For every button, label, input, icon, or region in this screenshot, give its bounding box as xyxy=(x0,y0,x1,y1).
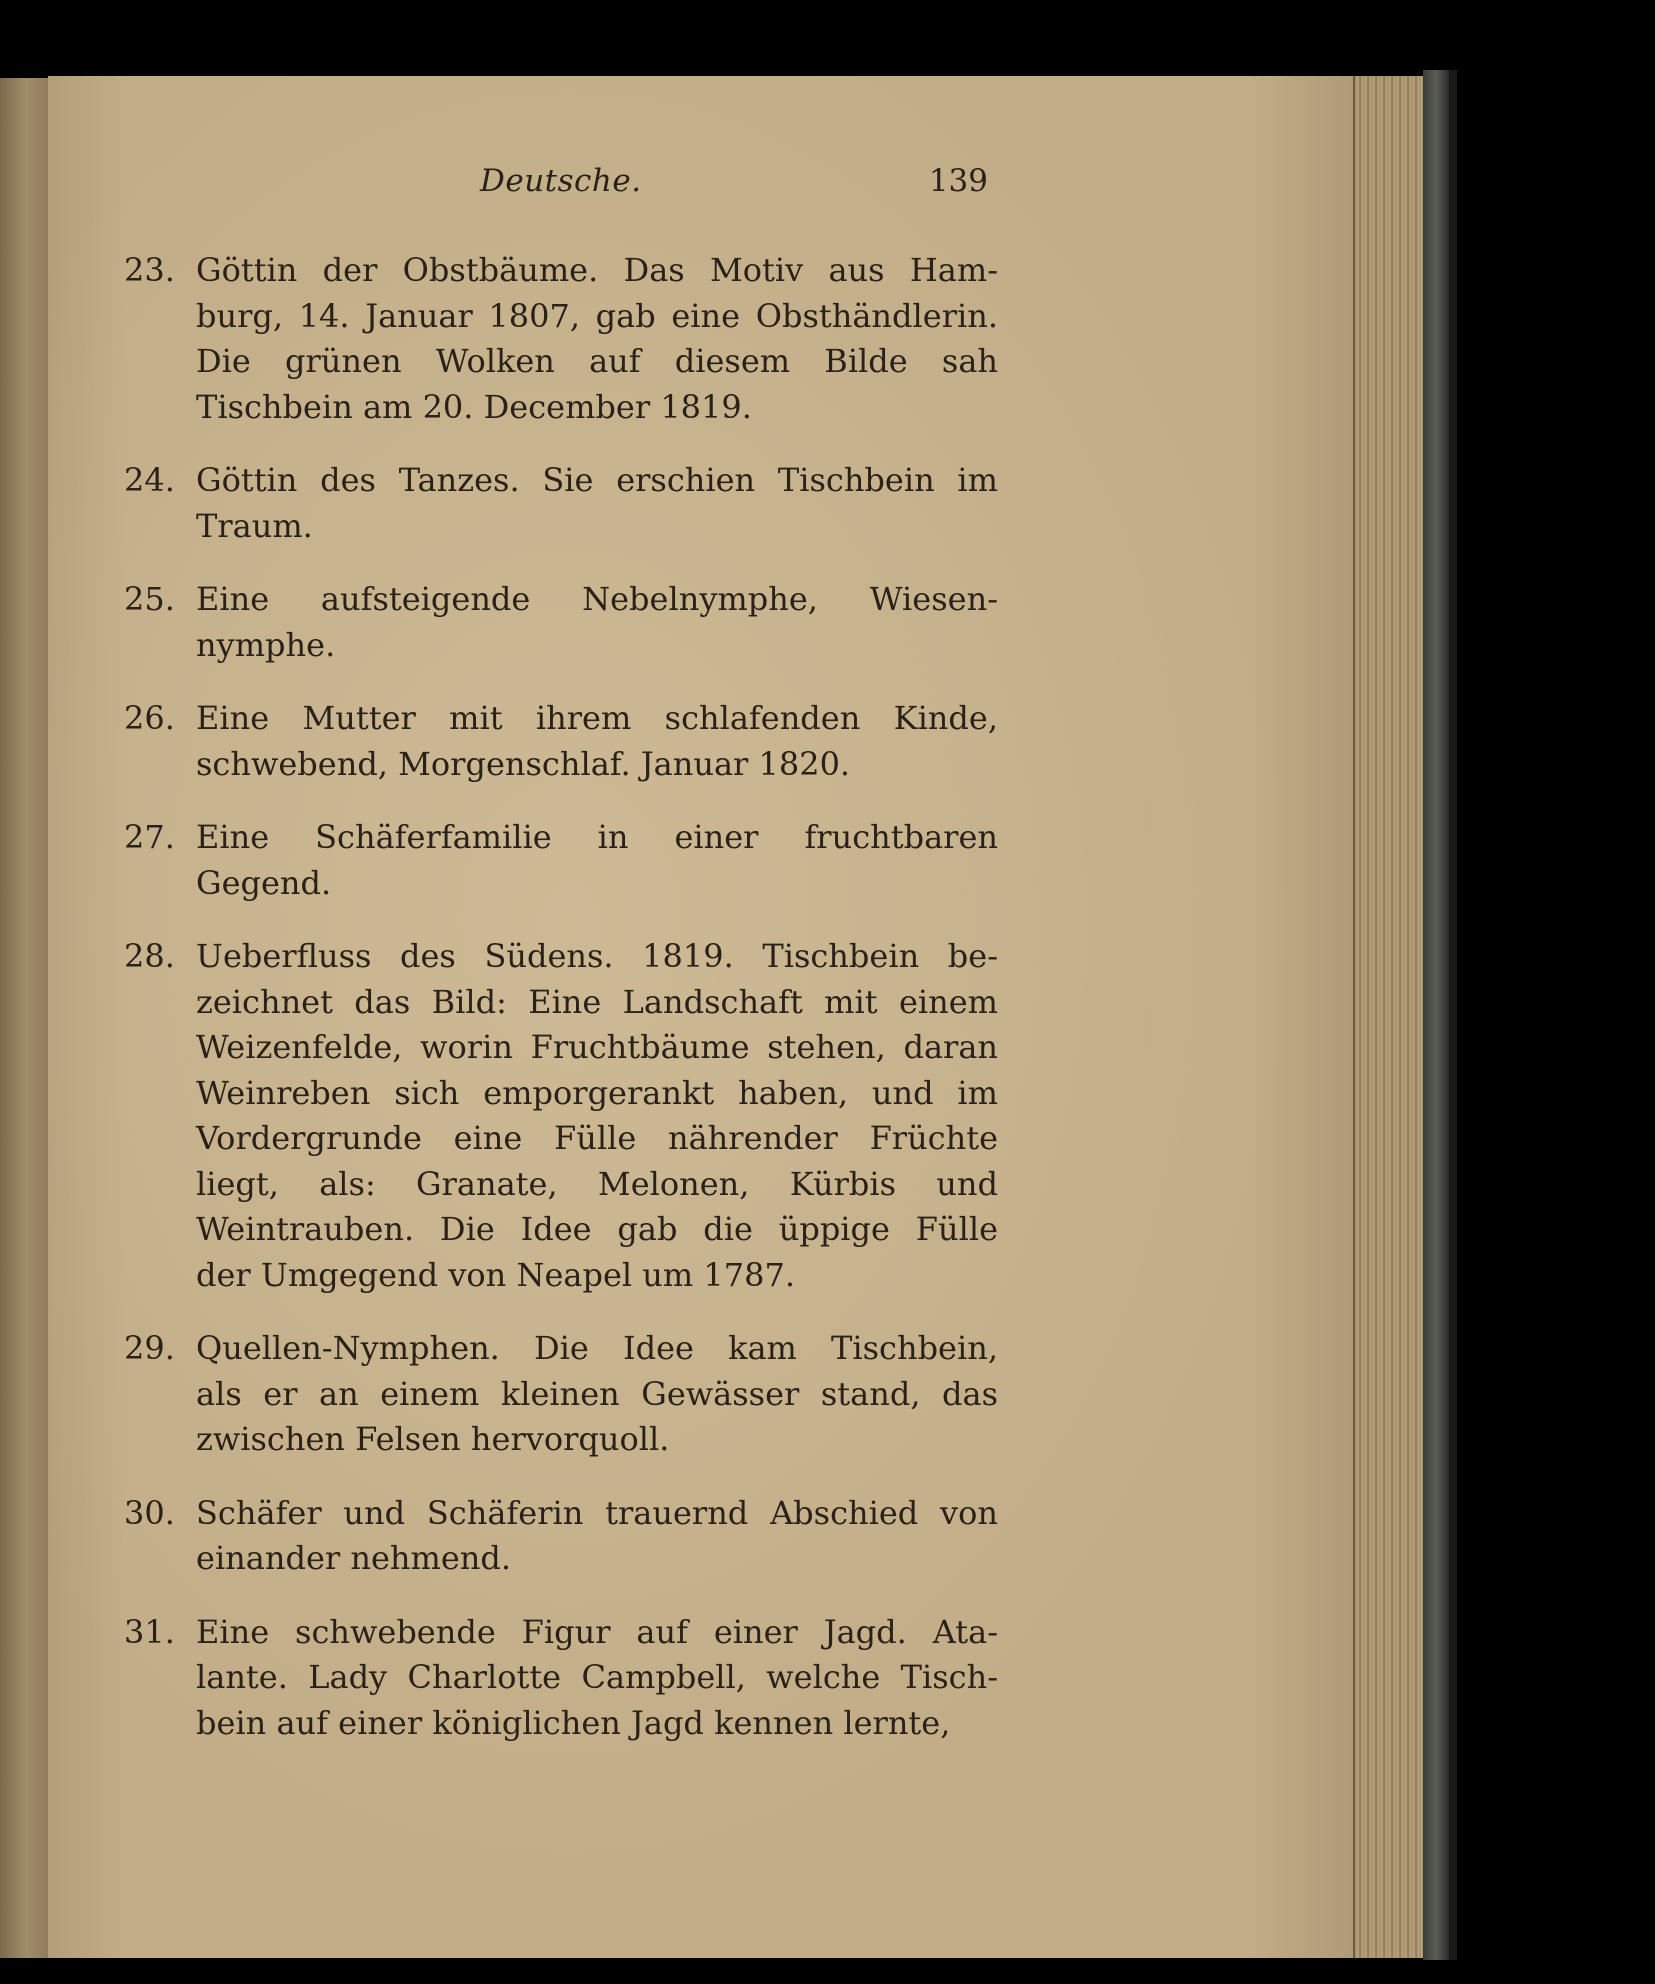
facing-page-edge xyxy=(0,78,50,1958)
entry-text-line: lante. Lady Charlotte Campbell, welche Tisch- xyxy=(196,1658,998,1696)
catalogue-entry xyxy=(110,577,998,668)
entry-text-line: Traum. xyxy=(196,506,313,545)
entry-text-line: Weintrauben. Die Idee gab die üppige Fülle xyxy=(196,1210,998,1248)
entry-text-line: bein auf einer königlichen Jagd kennen lernte, xyxy=(196,1703,951,1742)
entry-text-line: Eine schwebende Figur auf einer Jagd. Ata- xyxy=(196,1612,998,1651)
entry-text-line: burg, 14. Januar 1807, gab eine Obsthändlerin. xyxy=(196,296,998,335)
entry-text-line: der Umgegend von Neapel um 1787. xyxy=(196,1255,796,1294)
running-title: Deutsche. xyxy=(480,163,642,199)
page-header xyxy=(480,163,990,203)
entry-number: 30. xyxy=(124,1493,175,1532)
entry-number: 28. xyxy=(124,937,175,975)
entry-number: 31. xyxy=(124,1612,175,1651)
entry-text-line: zwischen Felsen hervorquoll. xyxy=(196,1420,670,1458)
entry-text-line: Göttin der Obstbäume. Das Motiv aus Ham- xyxy=(196,251,998,289)
entry-text-line: Eine Mutter mit ihrem schlafenden Kinde, xyxy=(196,699,998,737)
entry-text-line: Vordergrunde eine Fülle nährender Früchte xyxy=(196,1119,998,1157)
catalogue-entry xyxy=(110,1326,998,1463)
entry-text-line: nymphe. xyxy=(196,625,336,664)
entry-text-line: Göttin des Tanzes. Sie erschien Tischbein im xyxy=(196,461,998,499)
entry-text-line: Weizenfelde, worin Fruchtbäume stehen, daran xyxy=(196,1028,998,1066)
entry-text-line: Quellen-Nymphen. Die Idee kam Tischbein, xyxy=(196,1329,998,1367)
entry-text-line: Die grünen Wolken auf diesem Bilde sah xyxy=(196,342,998,380)
entry-text-line: schwebend, Morgenschlaf. Januar 1820. xyxy=(196,744,851,783)
entry-text-line: Eine aufsteigende Nebelnymphe, Wiesen- xyxy=(196,580,998,618)
entry-text-line: einander nehmend. xyxy=(196,1539,512,1577)
catalogue-entry xyxy=(110,1491,998,1582)
entry-number: 25. xyxy=(124,580,175,618)
entry-text-line: als er an einem kleinen Gewässer stand, das xyxy=(196,1374,998,1413)
catalogue-entry xyxy=(110,815,998,906)
entry-text-line: Gegend. xyxy=(196,863,332,902)
entry-number: 23. xyxy=(124,251,175,289)
entry-text-line: zeichnet das Bild: Eine Landschaft mit einem xyxy=(196,982,998,1021)
catalogue-entries xyxy=(110,248,998,1774)
page-number: 139 xyxy=(928,163,988,199)
entry-text-line: liegt, als: Granate, Melonen, Kürbis und xyxy=(196,1164,998,1203)
entry-text-line: Schäfer und Schäferin trauernd Abschied von xyxy=(196,1493,998,1532)
binding-shadow xyxy=(1449,70,1457,1960)
catalogue-entry xyxy=(110,696,998,787)
entry-text-line: Tischbein am 20. December 1819. xyxy=(196,387,752,426)
entry-text-line: Ueberfluss des Südens. 1819. Tischbein be- xyxy=(196,937,998,975)
catalogue-entry xyxy=(110,458,998,549)
entry-number: 24. xyxy=(124,461,175,499)
catalogue-entry xyxy=(110,934,998,1298)
catalogue-entry xyxy=(110,248,998,430)
entry-number: 26. xyxy=(124,699,175,737)
book-binding xyxy=(1423,70,1449,1960)
page-block-edges xyxy=(1353,76,1425,1958)
entry-number: 27. xyxy=(124,818,175,856)
entry-text-line: Weinreben sich emporgerankt haben, und im xyxy=(196,1073,998,1112)
entry-text-line: Eine Schäferfamilie in einer fruchtbaren xyxy=(196,818,998,856)
entry-number: 29. xyxy=(124,1329,175,1367)
catalogue-entry xyxy=(110,1610,998,1747)
